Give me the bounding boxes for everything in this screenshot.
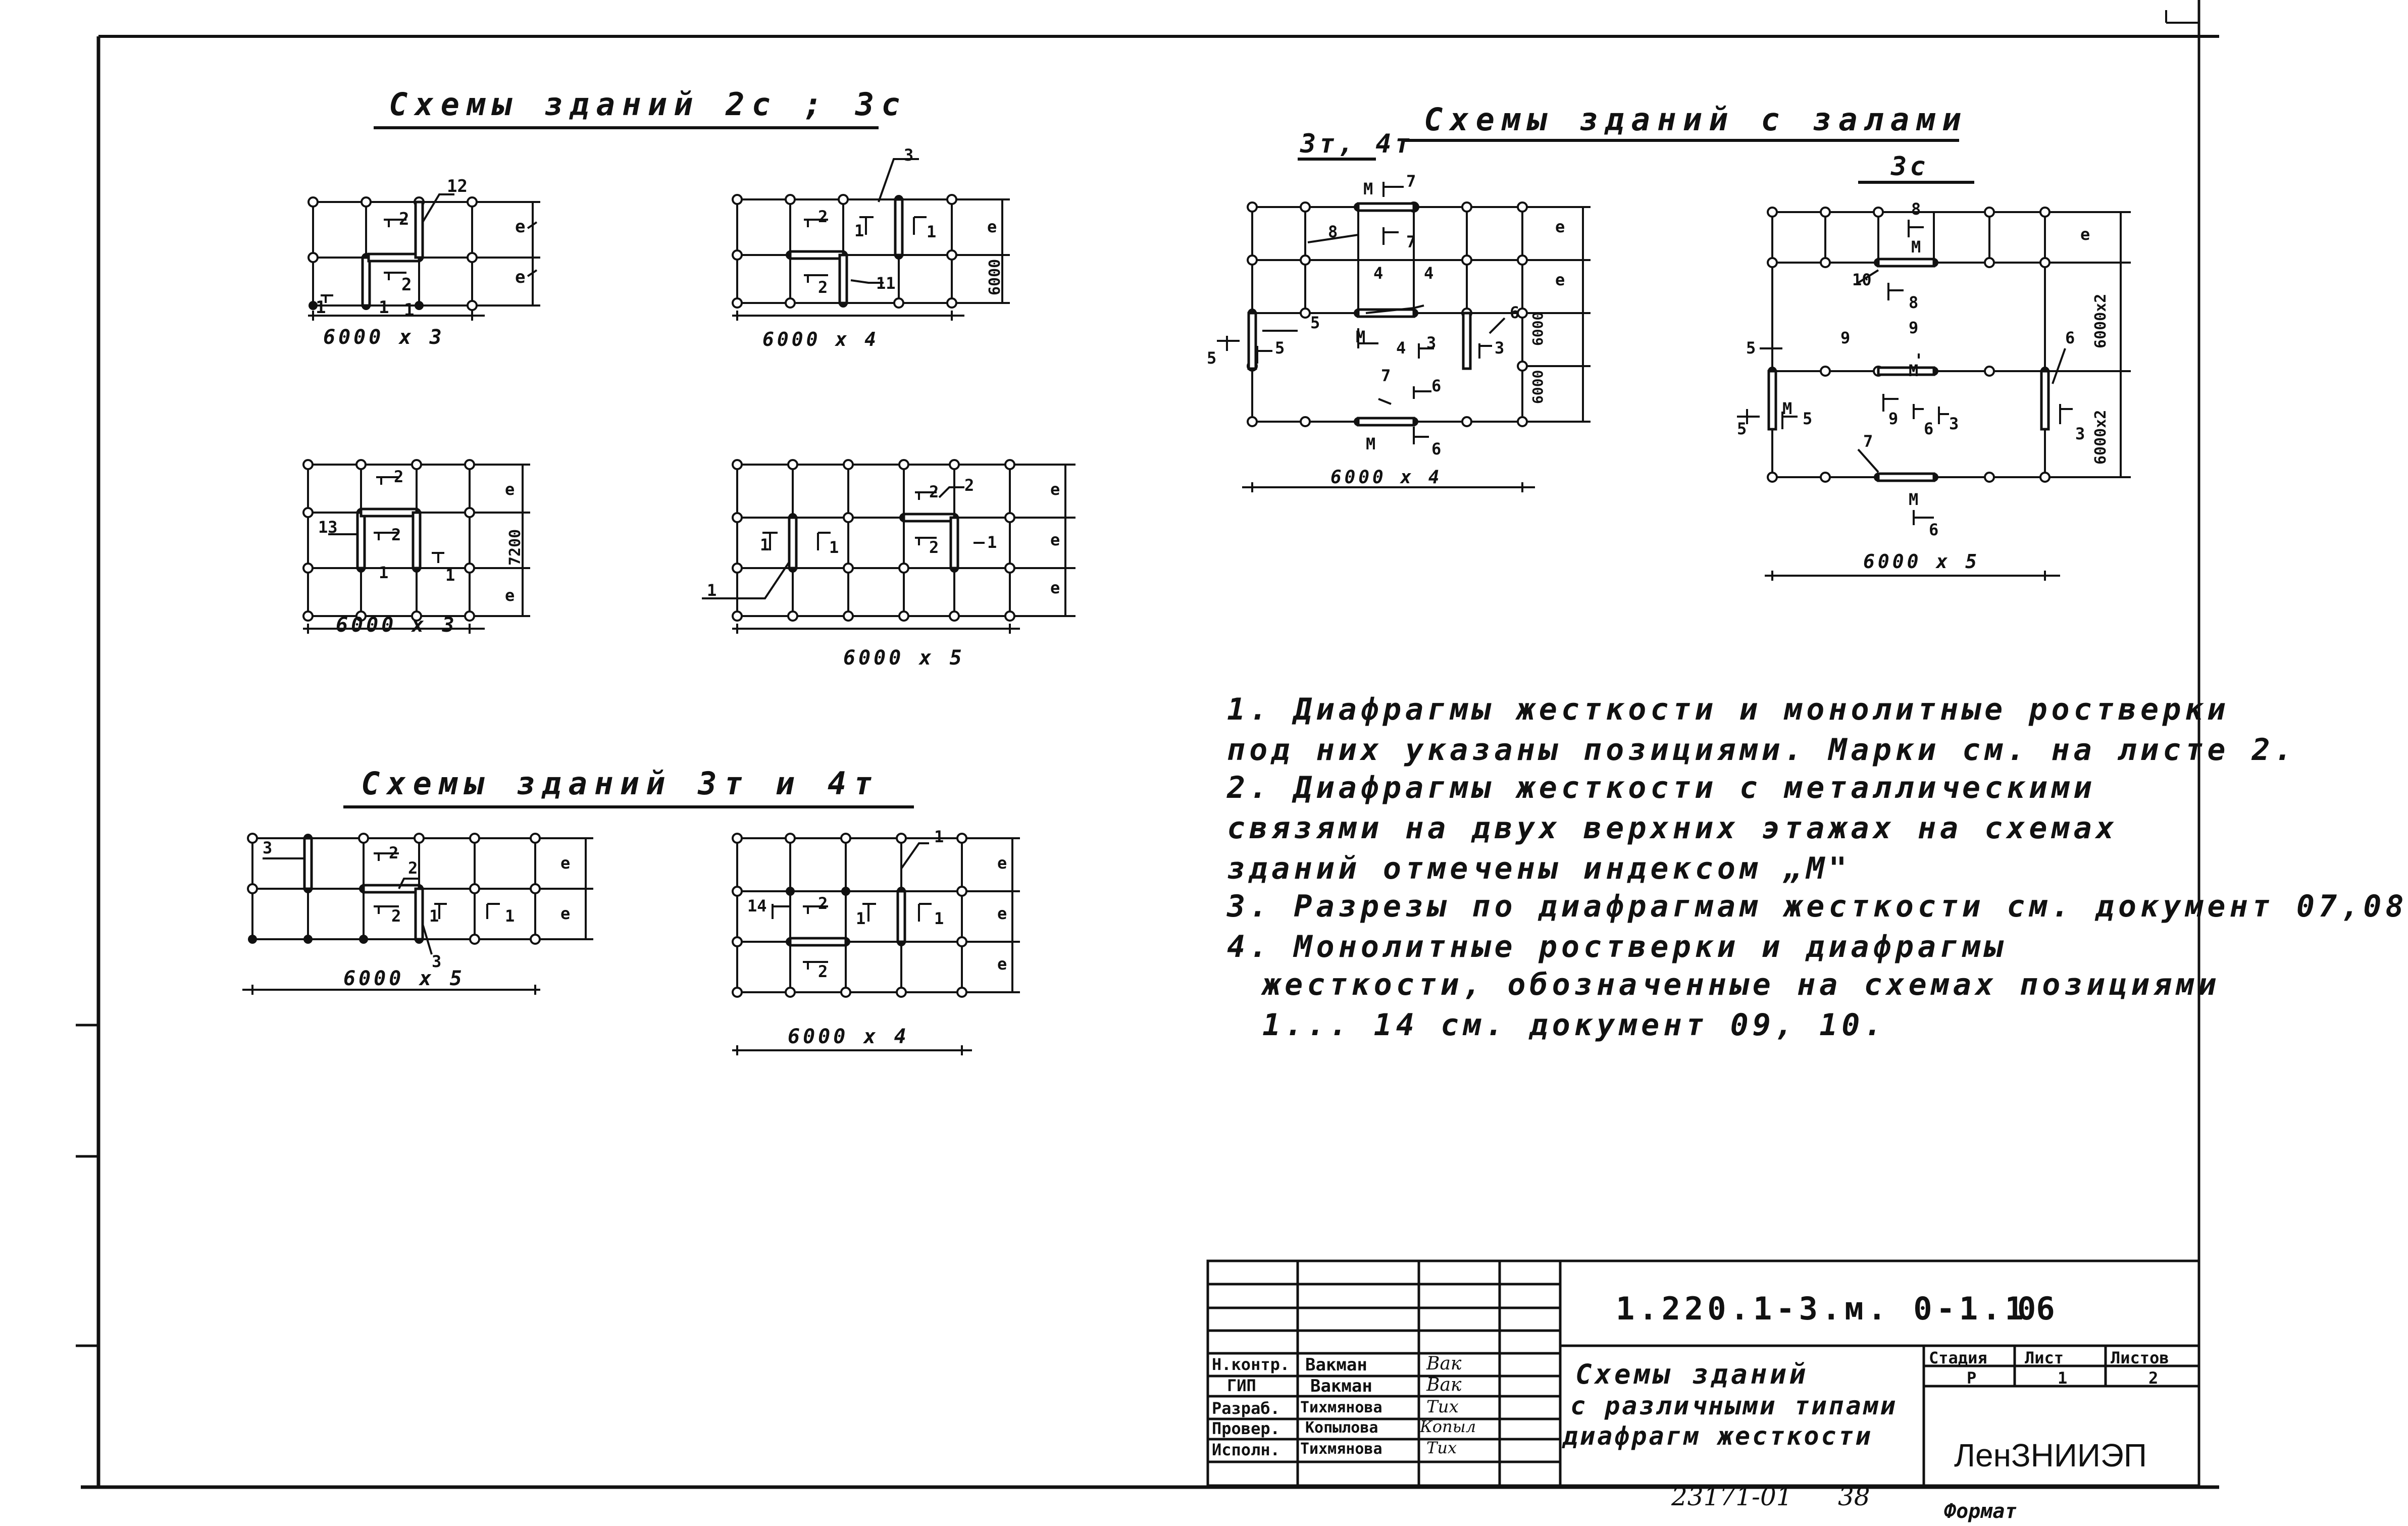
scheme-6-dim: 6000 x 4 xyxy=(788,1025,909,1048)
svg-text:е: е xyxy=(1555,217,1565,236)
svg-text:3: 3 xyxy=(432,952,442,971)
signature-ispoln: Тих xyxy=(1426,1438,1457,1457)
svg-text:5: 5 xyxy=(1803,409,1813,428)
svg-text:6000: 6000 xyxy=(1529,312,1546,346)
svg-text:2: 2 xyxy=(394,467,404,486)
name-ispoln: Тихмянова xyxy=(1300,1440,1382,1458)
svg-text:6000x2: 6000x2 xyxy=(2092,293,2110,348)
note-line-5: зданий отмечены индексом „М" xyxy=(1227,851,1851,886)
svg-text:2: 2 xyxy=(964,476,975,495)
svg-text:6000: 6000 xyxy=(1529,370,1546,404)
svg-text:6: 6 xyxy=(2065,328,2075,347)
svg-text:1: 1 xyxy=(760,535,770,554)
svg-text:1: 1 xyxy=(429,906,439,926)
svg-text:е: е xyxy=(515,217,526,237)
scheme-3-dim: 6000 x 3 xyxy=(336,614,457,637)
svg-text:2: 2 xyxy=(818,278,828,297)
note-line-6: 3. Разрезы по диафрагмам жесткости см. документ 07,08 xyxy=(1227,889,2408,924)
svg-text:1: 1 xyxy=(987,533,997,552)
note-line-1: 1. Диафрагмы жесткости и монолитные ростверки xyxy=(1227,692,2230,727)
note-line-9: 1... 14 см. документ 09, 10. xyxy=(1262,1007,1886,1043)
svg-text:е: е xyxy=(997,853,1007,873)
stage-label: Стадия xyxy=(1929,1348,1987,1367)
note-line-7: 4. Монолитные ростверки и диафрагмы xyxy=(1227,929,2007,964)
note-line-2: под них указаны позициями. Марки см. на листе 2. xyxy=(1227,732,2296,768)
svg-text:3: 3 xyxy=(2075,424,2085,443)
format-label: Формат xyxy=(1944,1500,2017,1523)
svg-text:5: 5 xyxy=(1310,313,1320,332)
note-line-8: жесткости, обозначенные на схемах позициями xyxy=(1262,967,2221,1002)
svg-text:М: М xyxy=(1363,179,1373,198)
note-line-3: 2. Диафрагмы жесткости с металлическими xyxy=(1227,770,2096,805)
svg-text:7: 7 xyxy=(1406,172,1416,191)
note-line-4: связями на двух верхних этажах на схемах xyxy=(1227,810,2118,846)
svg-text:10: 10 xyxy=(1852,270,1872,289)
role-gip: ГИП xyxy=(1227,1376,1256,1395)
svg-text:М: М xyxy=(1909,361,1919,380)
svg-text:3: 3 xyxy=(263,838,273,857)
svg-text:е: е xyxy=(997,954,1007,974)
svg-text:е: е xyxy=(1555,270,1565,289)
svg-text:4: 4 xyxy=(1424,264,1434,283)
drawing-title-line-3: диафрагм жесткости xyxy=(1563,1421,1873,1451)
svg-text:2: 2 xyxy=(818,894,828,913)
name-razrab: Тихмянова xyxy=(1300,1399,1382,1416)
svg-text:13: 13 xyxy=(318,518,338,537)
svg-text:7200: 7200 xyxy=(506,529,524,566)
svg-text:М: М xyxy=(1911,237,1921,257)
svg-text:е: е xyxy=(505,586,515,605)
svg-text:2: 2 xyxy=(391,525,401,544)
svg-text:8: 8 xyxy=(1911,199,1921,219)
svg-text:7: 7 xyxy=(1406,232,1416,251)
signature-gip: Вак xyxy=(1426,1375,1462,1395)
svg-text:2: 2 xyxy=(818,207,828,226)
doc-number: 06 xyxy=(2017,1290,2055,1327)
svg-text:1: 1 xyxy=(856,909,866,928)
drawing-title-line-1: Схемы зданий xyxy=(1575,1358,1809,1390)
svg-text:1: 1 xyxy=(379,297,389,318)
svg-text:7: 7 xyxy=(1863,432,1873,451)
scheme-3t-6000x4 xyxy=(727,818,1050,1060)
svg-text:1: 1 xyxy=(829,538,839,557)
svg-text:2: 2 xyxy=(408,858,418,878)
svg-text:М: М xyxy=(1782,399,1792,418)
scheme-7-dim: 6000 x 4 xyxy=(1330,467,1443,488)
svg-text:3: 3 xyxy=(1495,338,1505,358)
svg-text:1: 1 xyxy=(934,827,944,846)
scheme-5-dim: 6000 x 5 xyxy=(343,967,465,990)
svg-text:3: 3 xyxy=(1949,414,1959,433)
scheme-2c-6000x5 xyxy=(697,444,1111,667)
svg-text:2: 2 xyxy=(391,906,401,926)
svg-text:е: е xyxy=(2080,225,2090,244)
svg-text:М: М xyxy=(1366,434,1376,453)
svg-text:9: 9 xyxy=(1840,328,1851,347)
svg-text:1: 1 xyxy=(379,563,389,582)
title-schemes-3t-4t: Схемы зданий 3т и 4т xyxy=(361,765,880,802)
svg-text:4: 4 xyxy=(1396,338,1406,358)
subtitle-3t-4t: 3т, 4т xyxy=(1300,129,1413,159)
title-underline xyxy=(343,805,914,808)
title-schemes-2c-3c: Схемы зданий 2с ; 3с xyxy=(389,86,907,123)
svg-text:9: 9 xyxy=(1909,318,1919,337)
svg-text:е: е xyxy=(515,267,526,287)
stage-value: Р xyxy=(1967,1368,1977,1388)
svg-text:2: 2 xyxy=(929,482,939,501)
svg-text:6: 6 xyxy=(1924,419,1934,438)
svg-text:е: е xyxy=(1050,530,1060,549)
svg-text:8: 8 xyxy=(1328,222,1338,241)
svg-text:3: 3 xyxy=(904,145,914,165)
svg-text:1: 1 xyxy=(934,909,944,928)
svg-text:5: 5 xyxy=(1737,419,1747,438)
svg-text:е: е xyxy=(1050,480,1060,499)
svg-text:4: 4 xyxy=(1373,264,1384,283)
organization: ЛенЗНИИЭП xyxy=(1954,1437,2147,1473)
svg-text:е: е xyxy=(560,853,571,873)
svg-text:6000: 6000 xyxy=(986,259,1004,295)
name-gip: Вакман xyxy=(1310,1376,1372,1396)
name-prover: Копылова xyxy=(1305,1419,1378,1437)
svg-text:5: 5 xyxy=(1275,338,1285,358)
svg-text:1: 1 xyxy=(404,300,415,320)
svg-text:е: е xyxy=(505,480,515,499)
svg-text:3: 3 xyxy=(1426,333,1437,352)
signature-n-kontr: Вак xyxy=(1426,1353,1462,1374)
svg-text:2: 2 xyxy=(389,843,399,862)
subtitle-3c: 3с xyxy=(1891,151,1929,182)
svg-text:1: 1 xyxy=(445,566,455,585)
svg-text:5: 5 xyxy=(1207,348,1217,368)
name-n-kontr: Вакман xyxy=(1305,1355,1367,1375)
scheme-halls-3t-6000x4 xyxy=(1192,151,1575,505)
svg-text:2: 2 xyxy=(399,209,409,229)
svg-text:6000x2: 6000x2 xyxy=(2092,410,2110,465)
svg-text:е: е xyxy=(1050,578,1060,597)
title-underline xyxy=(1404,139,1959,142)
scheme-2-dim: 6000 x 4 xyxy=(762,328,880,350)
role-prover: Провер. xyxy=(1212,1419,1280,1438)
svg-text:1: 1 xyxy=(316,297,326,318)
doc-code: 1.220.1-3.м. 0-1.1 xyxy=(1616,1290,2028,1327)
title-underline xyxy=(374,126,879,129)
svg-text:5: 5 xyxy=(1746,338,1756,358)
scheme-1-dim: 6000 x 3 xyxy=(323,326,445,349)
svg-text:е: е xyxy=(997,904,1007,923)
svg-text:1: 1 xyxy=(707,581,717,600)
svg-text:1: 1 xyxy=(505,906,515,926)
drawing-title-line-2: с различными типами xyxy=(1570,1391,1898,1420)
svg-text:6: 6 xyxy=(1929,520,1939,539)
signature-razrab: Тих xyxy=(1426,1397,1459,1417)
role-ispoln: Исполн. xyxy=(1212,1440,1280,1459)
svg-text:14: 14 xyxy=(747,896,767,915)
svg-text:2: 2 xyxy=(818,962,828,981)
svg-text:М: М xyxy=(1356,327,1366,346)
svg-text:1: 1 xyxy=(854,221,864,240)
svg-text:2: 2 xyxy=(929,538,939,557)
svg-text:11: 11 xyxy=(876,274,896,293)
sheets-value: 2 xyxy=(2148,1368,2159,1388)
svg-text:М: М xyxy=(1909,490,1919,509)
svg-text:1: 1 xyxy=(927,222,937,241)
svg-text:7: 7 xyxy=(1381,366,1391,385)
scheme-halls-3c-6000x5 xyxy=(1717,182,2161,581)
svg-text:е: е xyxy=(987,217,997,236)
sheet-value: 1 xyxy=(2058,1368,2068,1388)
sheet-label: Лист xyxy=(2025,1348,2064,1367)
title-schemes-halls: Схемы зданий с залами xyxy=(1424,101,1968,138)
inventory-number: 23171-01 xyxy=(1671,1482,1792,1511)
signature-prover: Копыл xyxy=(1420,1417,1476,1436)
svg-text:8: 8 xyxy=(1909,293,1919,312)
scheme-4-dim: 6000 x 5 xyxy=(843,646,965,670)
inventory-sheet: 38 xyxy=(1838,1482,1870,1511)
svg-text:6: 6 xyxy=(1431,439,1442,459)
role-n-kontr: Н.контр. xyxy=(1212,1355,1290,1374)
svg-text:12: 12 xyxy=(447,176,468,196)
svg-text:6: 6 xyxy=(1510,303,1520,322)
sheets-label: Листов xyxy=(2111,1348,2169,1367)
svg-text:2: 2 xyxy=(401,275,412,295)
role-razrab: Разраб. xyxy=(1212,1399,1280,1418)
svg-text:9: 9 xyxy=(1888,409,1899,428)
scheme-8-dim: 6000 x 5 xyxy=(1863,550,1980,573)
svg-text:6: 6 xyxy=(1431,376,1442,395)
svg-text:е: е xyxy=(560,904,571,923)
